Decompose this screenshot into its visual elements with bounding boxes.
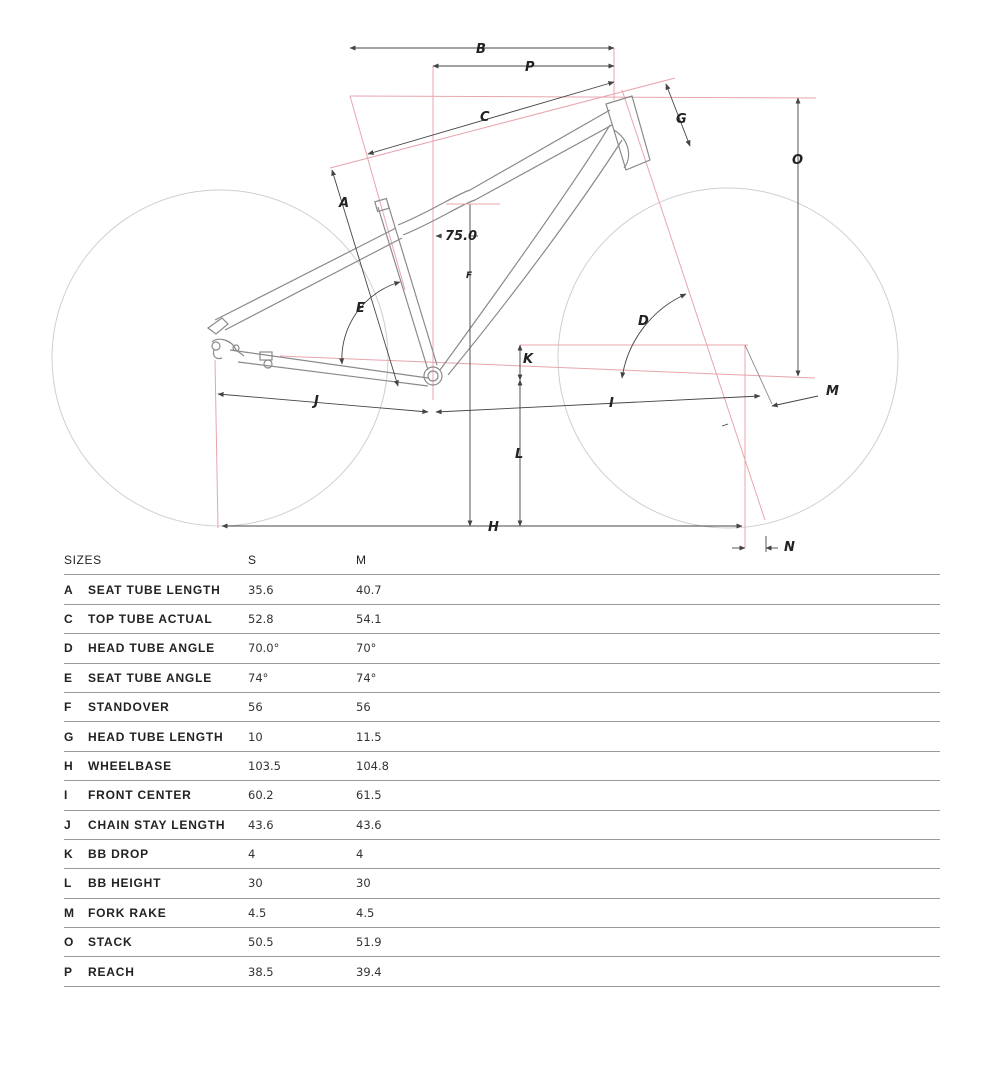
row-code: L: [64, 869, 88, 898]
row-value-m: 4.5: [356, 898, 464, 927]
label-a: A: [339, 196, 350, 211]
row-name: BB HEIGHT: [88, 869, 248, 898]
table-header-row: [64, 546, 940, 575]
row-value-s: 50.5: [248, 928, 356, 957]
row-name: CHAIN STAY LENGTH: [88, 810, 248, 839]
row-value-s: 35.6: [248, 575, 356, 604]
row-value-m: 70°: [356, 634, 464, 663]
row-name: FRONT CENTER: [88, 781, 248, 810]
row-value-m: 30: [356, 869, 464, 898]
label-k: K: [523, 352, 534, 367]
header-sizes: SIZES: [64, 546, 248, 575]
row-name: TOP TUBE ACTUAL: [88, 604, 248, 633]
row-value-m: 51.9: [356, 928, 464, 957]
row-code: I: [64, 781, 88, 810]
row-value-m: 56: [356, 692, 464, 721]
header-spacer: [464, 546, 940, 575]
row-value-m: 104.8: [356, 751, 464, 780]
row-spacer: [464, 663, 940, 692]
geometry-table: [64, 546, 940, 987]
table-row: [64, 839, 940, 868]
row-spacer: [464, 751, 940, 780]
row-name: HEAD TUBE LENGTH: [88, 722, 248, 751]
table-row: [64, 957, 940, 986]
table-row: [64, 898, 940, 927]
row-value-m: 11.5: [356, 722, 464, 751]
row-value-s: 43.6: [248, 810, 356, 839]
row-code: O: [64, 928, 88, 957]
table-row: [64, 810, 940, 839]
row-value-s: 52.8: [248, 604, 356, 633]
row-value-m: 54.1: [356, 604, 464, 633]
table-row: [64, 781, 940, 810]
label-b: B: [476, 42, 486, 57]
row-code: D: [64, 634, 88, 663]
label-d: D: [638, 314, 649, 329]
label-j: J: [314, 394, 319, 409]
label-f: F: [466, 271, 473, 281]
row-name: SEAT TUBE LENGTH: [88, 575, 248, 604]
row-code: P: [64, 957, 88, 986]
row-name: REACH: [88, 957, 248, 986]
label-e: E: [356, 301, 365, 316]
row-spacer: [464, 898, 940, 927]
row-spacer: [464, 634, 940, 663]
table-row: [64, 751, 940, 780]
row-name: WHEELBASE: [88, 751, 248, 780]
label-p: P: [525, 60, 535, 75]
row-name: SEAT TUBE ANGLE: [88, 663, 248, 692]
row-value-m: 40.7: [356, 575, 464, 604]
bike-frame: [208, 96, 650, 386]
geometry-table-body: [64, 575, 940, 986]
row-value-m: 43.6: [356, 810, 464, 839]
table-row: [64, 722, 940, 751]
header-size-m: M: [356, 546, 464, 575]
row-code: F: [64, 692, 88, 721]
label-o: O: [792, 153, 804, 168]
front-wheel: [558, 188, 898, 528]
row-spacer: [464, 928, 940, 957]
table-row: [64, 604, 940, 633]
label-h: H: [488, 520, 499, 535]
row-value-m: 74°: [356, 663, 464, 692]
row-value-s: 38.5: [248, 957, 356, 986]
table-row: [64, 869, 940, 898]
row-code: K: [64, 839, 88, 868]
row-value-s: 4.5: [248, 898, 356, 927]
label-seat-angle: 75.0: [445, 229, 478, 244]
row-spacer: [464, 604, 940, 633]
row-spacer: [464, 957, 940, 986]
label-n: N: [784, 540, 795, 555]
label-m: M: [826, 384, 839, 399]
row-value-s: 30: [248, 869, 356, 898]
row-value-s: 10: [248, 722, 356, 751]
row-code: H: [64, 751, 88, 780]
row-spacer: [464, 839, 940, 868]
label-c: C: [480, 110, 490, 125]
dimension-lines: [218, 48, 818, 552]
label-l: L: [515, 447, 524, 462]
label-g: G: [676, 112, 687, 127]
row-value-s: 56: [248, 692, 356, 721]
label-i: I: [609, 396, 614, 411]
row-spacer: [464, 722, 940, 751]
row-value-m: 61.5: [356, 781, 464, 810]
row-code: G: [64, 722, 88, 751]
row-spacer: [464, 869, 940, 898]
row-spacer: [464, 575, 940, 604]
row-value-s: 74°: [248, 663, 356, 692]
row-value-m: 39.4: [356, 957, 464, 986]
row-code: M: [64, 898, 88, 927]
row-value-s: 103.5: [248, 751, 356, 780]
row-name: STACK: [88, 928, 248, 957]
row-name: FORK RAKE: [88, 898, 248, 927]
row-value-s: 60.2: [248, 781, 356, 810]
row-value-s: 70.0°: [248, 634, 356, 663]
table-row: [64, 692, 940, 721]
row-spacer: [464, 781, 940, 810]
table-row: [64, 928, 940, 957]
reference-lines: [215, 48, 816, 548]
row-name: STANDOVER: [88, 692, 248, 721]
row-name: BB DROP: [88, 839, 248, 868]
table-row: [64, 634, 940, 663]
row-value-m: 4: [356, 839, 464, 868]
row-code: J: [64, 810, 88, 839]
table-row: [64, 575, 940, 604]
row-code: C: [64, 604, 88, 633]
row-spacer: [464, 810, 940, 839]
row-name: HEAD TUBE ANGLE: [88, 634, 248, 663]
row-spacer: [464, 692, 940, 721]
row-code: A: [64, 575, 88, 604]
row-value-s: 4: [248, 839, 356, 868]
header-size-s: S: [248, 546, 356, 575]
row-code: E: [64, 663, 88, 692]
table-row: [64, 663, 940, 692]
